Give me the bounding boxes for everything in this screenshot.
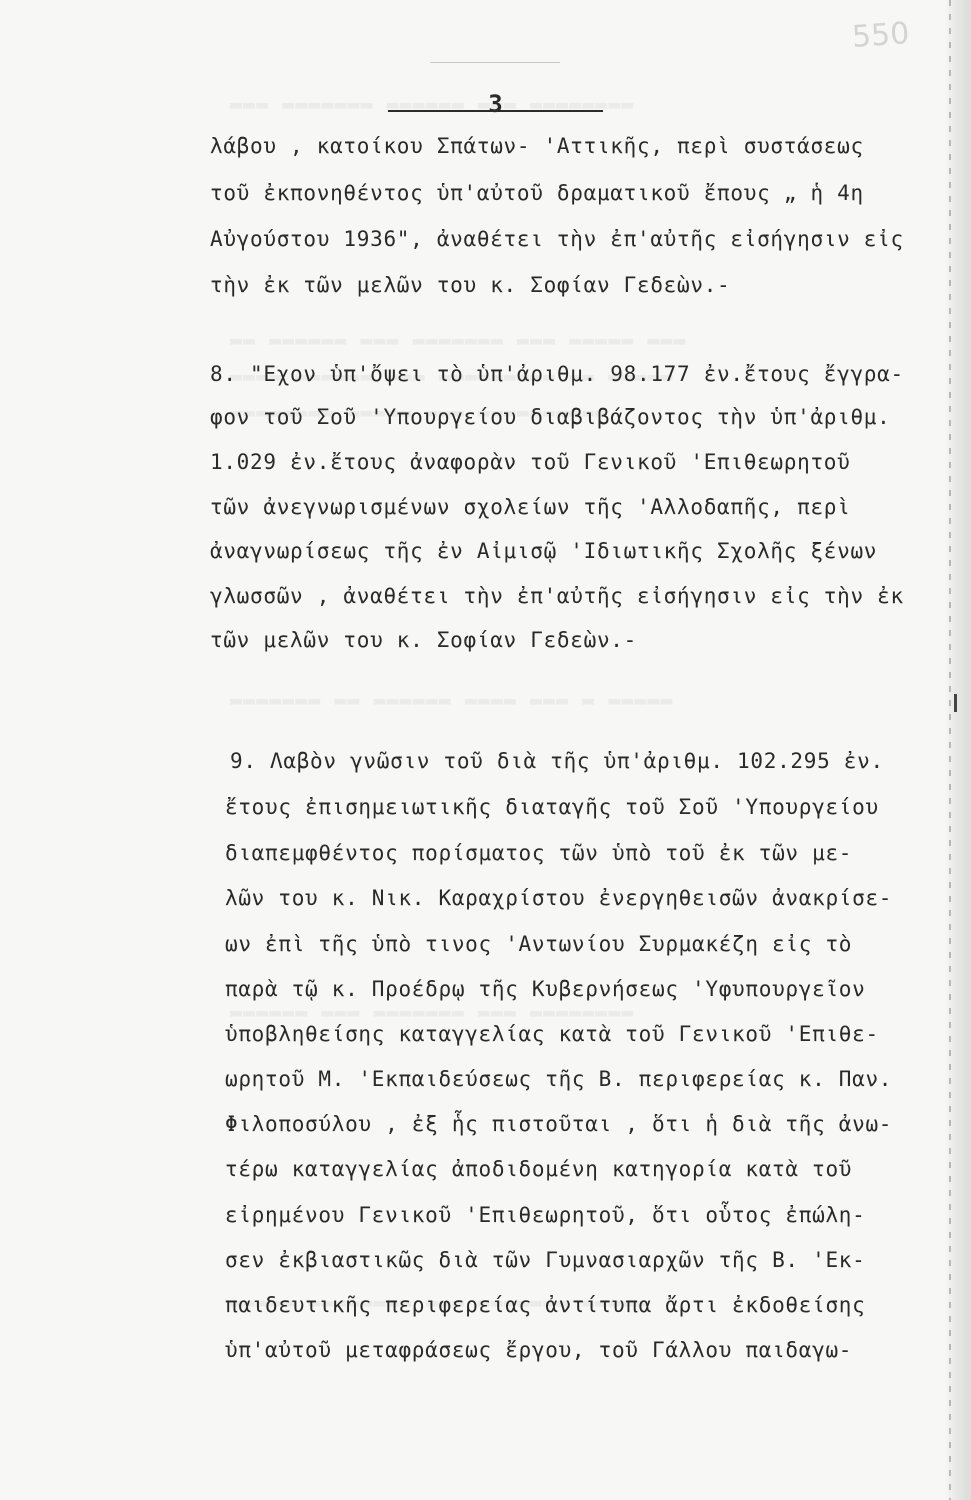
text-line: παρὰ τῷ κ. Προέδρῳ τῆς Κυβερνήσεως 'Υφυπουργεῖον (225, 977, 866, 1001)
text-line: 8. "Εχον ὑπ'ὄψει τὸ ὑπ'ἀριθμ. 98.177 ἐν.ἔτους ἔγγρα- (210, 362, 904, 386)
text-line: παιδευτικῆς περιφερείας ἀντίτυπα ἄρτι ἐκδοθείσης (225, 1293, 866, 1317)
bleed-through (230, 688, 920, 712)
text-line: ἀναγνωρίσεως τῆς ἐν Αἰμισῷ 'Ιδιωτικῆς Σχολῆς ξένων (210, 539, 878, 563)
bleed-through (230, 1000, 920, 1024)
text-line: σεν ἐκβιαστικῶς διὰ τῶν Γυμνασιαρχῶν τῆς Β. 'Εκ- (225, 1248, 866, 1272)
text-line: τέρω καταγγελίας ἀποδιδομένη κατηγορία κατὰ τοῦ (225, 1157, 853, 1181)
text-line: Αὐγούστου 1936", ἀναθέτει τὴν ἐπ'αὐτῆς εἰσήγησιν εἰς (210, 227, 904, 251)
margin-mark (954, 694, 957, 712)
text-line: 9. Λαβὸν γνῶσιν τοῦ διὰ τῆς ὑπ'ἀριθμ. 102.295 ἐν. (230, 749, 884, 773)
text-line: ὑπ'αὐτοῦ μεταφράσεως ἔργου, τοῦ Γάλλου παιδαγω- (225, 1338, 853, 1362)
text-line: ἔτους ἐπισημειωτικῆς διαταγῆς τοῦ Σοῦ 'Υπουργείου (225, 795, 879, 819)
text-line: τοῦ ἐκπονηθέντος ὑπ'αὐτοῦ δραματικοῦ ἔπους „ ἡ 4η (210, 181, 864, 205)
binding-edge (949, 0, 951, 1500)
page-number: 3 (488, 90, 503, 118)
text-line: λάβου , κατοίκου Σπάτων- 'Αττικῆς, περὶ συστάσεως (210, 134, 864, 158)
text-line: τῶν ἀνεγνωρισμένων σχολείων τῆς 'Αλλοδαπῆς, περὶ (210, 495, 851, 519)
text-line: ωρητοῦ Μ. 'Εκπαιδεύσεως τῆς Β. περιφερείας κ. Παν. (225, 1067, 893, 1091)
text-line: τὴν ἐκ τῶν μελῶν του κ. Σοφίαν Γεδεὼν.- (210, 273, 731, 297)
text-line: ων ἐπὶ τῆς ὑπὸ τινος 'Αντωνίου Συρμακέζη εἰς τὸ (225, 932, 853, 956)
header-rule (430, 62, 560, 71)
folio-number: 550 (850, 16, 911, 55)
text-line: ὑποβληθείσης καταγγελίας κατὰ τοῦ Γενικοῦ 'Επιθε- (225, 1022, 879, 1046)
bleed-through (230, 92, 920, 116)
text-line: Φιλοποσύλου , ἐξ ἧς πιστοῦται , ὅτι ἡ διὰ τῆς ἀνω- (225, 1112, 893, 1136)
text-line: διαπεμφθέντος πορίσματος τῶν ὑπὸ τοῦ ἐκ τῶν με- (225, 841, 853, 865)
text-line: εἰρημένου Γενικοῦ 'Επιθεωρητοῦ, ὅτι οὗτος ἐπώλη- (225, 1203, 866, 1227)
bleed-through (230, 328, 920, 352)
text-line: φον τοῦ Σοῦ 'Υπουργείου διαβιβάζοντος τὴν ὑπ'ἀριθμ. (210, 405, 891, 429)
text-line: γλωσσῶν , ἀναθέτει τὴν ἐπ'αὐτῆς εἰσήγησιν εἰς τὴν ἐκ (210, 584, 904, 608)
text-line: λῶν του κ. Νικ. Καραχρίστου ἐνεργηθεισῶν ἀνακρίσε- (225, 886, 893, 910)
text-line: τῶν μελῶν του κ. Σοφίαν Γεδεὼν.- (210, 628, 637, 652)
text-line: 1.029 ἐν.ἔτους ἀναφορὰν τοῦ Γενικοῦ 'Επιθεωρητοῦ (210, 450, 851, 474)
